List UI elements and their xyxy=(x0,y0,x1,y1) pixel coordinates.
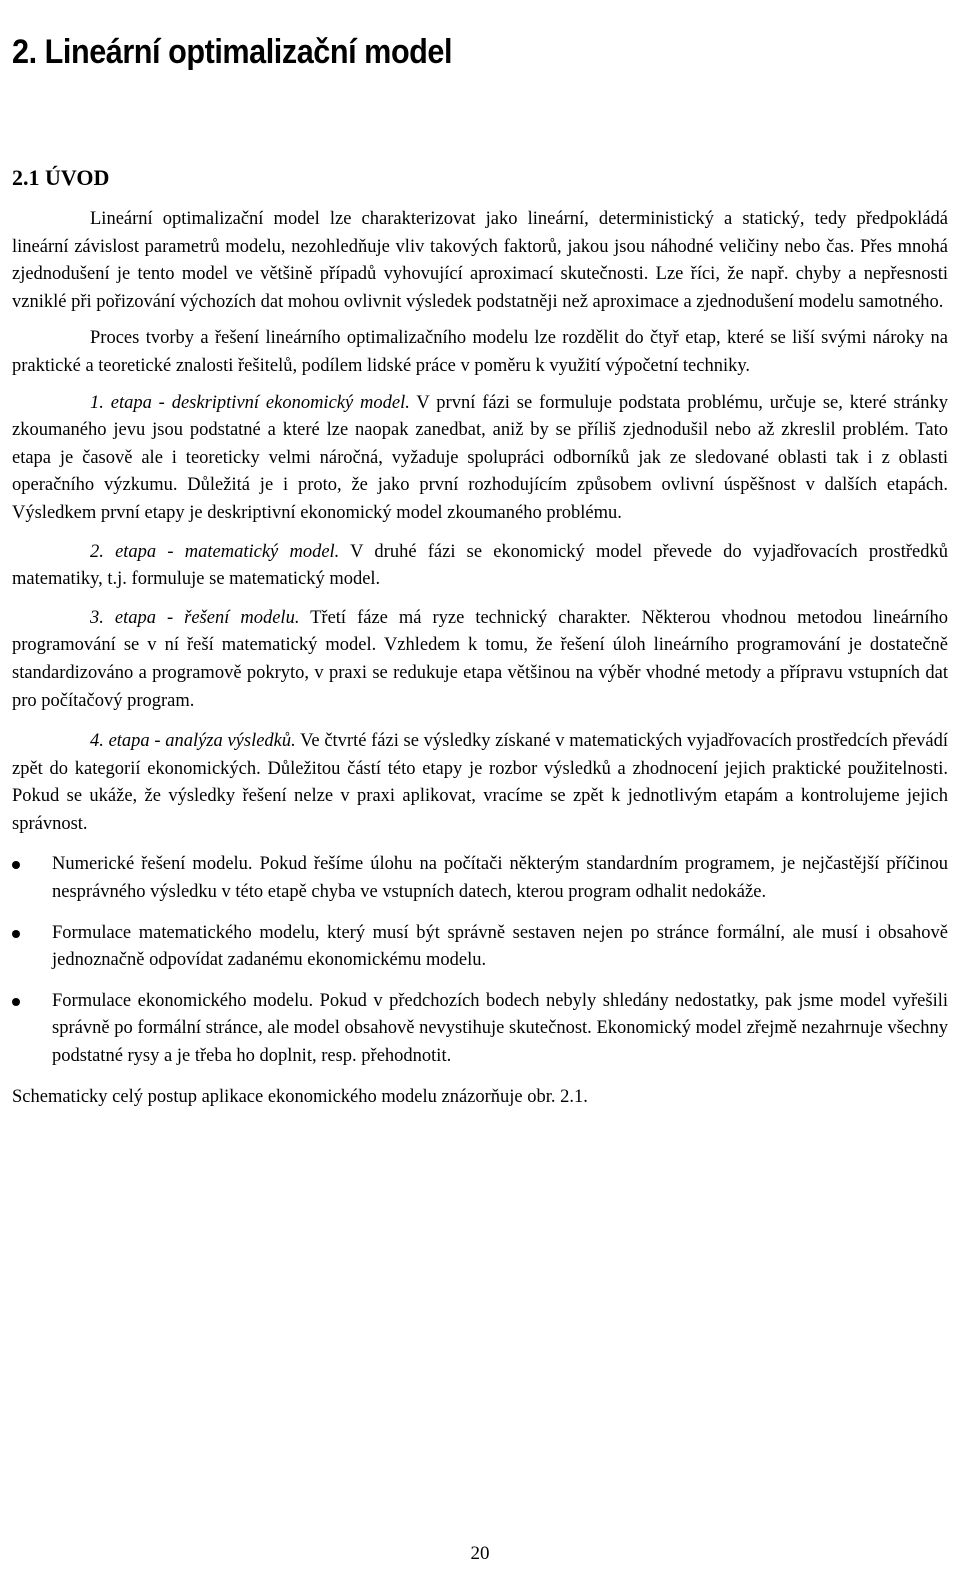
page-number: 20 xyxy=(470,1543,490,1564)
etapa-1-title: 1. etapa - deskriptivní ekonomický model. xyxy=(90,392,410,413)
bullet-list xyxy=(12,851,948,1070)
intro-paragraph: Lineární optimalizační model lze charakterizovat jako lineární, deterministický a statický, tedy předpokládá lineární závislost parametrů modelu, nezohledňuje vliv takových faktorů, jakou jsou náhodné veličiny nebo čas. Přes mnohá zjednodušení je tento model ve většině případů vyhovující aproximací skutečnosti. Lze říci, že např. chyby a nepřesnosti vzniklé při pořizování výchozích dat mohou ovlivnit výsledek podstatněji než aproximace a zjednodušení modelu samotného. xyxy=(12,209,948,312)
bullet-text: Formulace ekonomického modelu. Pokud v předchozích bodech nebyly shledány nedostatky, pak jsme model vyřešili správně po formální stránce, ale model obsahově nevystihuje skutečnost. Ekonomický model zřejmě nezahrnuje všechny podstatné rysy a je třeba ho doplnit, resp. přehodnotit. xyxy=(52,990,948,1067)
etapa-1-paragraph xyxy=(12,390,948,528)
etapa-4-paragraph xyxy=(12,728,948,838)
bullet-text: Formulace matematického modelu, který musí být správně sestaven nejen po stránce formální, ale musí i obsahově jednoznačně odpovídat zadanému ekonomickému modelu. xyxy=(52,922,948,971)
bullet-item xyxy=(12,988,948,1071)
etapa-1-text: V první fázi se formuluje podstata problému, určuje se, které stránky zkoumaného jevu jsou podstatné a které lze naopak zanedbat, aniž by se příliš zjednodušil nebo až zkreslil problém. Tato etapa je časově ale i teoreticky velmi náročná, vyžaduje spolupráci odborníků jak ze sledované oblasti tak i z oblasti operačního výzkumu. Důležitá je i proto, že jako první rozhodujícím způsobem ovlivní úspěšnost v dalších etapách. Výsledkem první etapy je deskriptivní ekonomický model zkoumaného problému. xyxy=(12,392,949,523)
process-paragraph: Proces tvorby a řešení lineárního optimalizačního modelu lze rozdělit do čtyř etap, které se liší svými nároky na praktické a teoretické znalosti řešitelů, podílem lidské práce v poměru k využití výpočetní techniky. xyxy=(12,328,948,376)
bullet-text: Numerické řešení modelu. Pokud řešíme úlohu na počítači některým standardním programem, je nejčastější příčinou nesprávného výsledku v této etapě chyba ve vstupních datech, kterou program odhalit nedokáže. xyxy=(52,854,948,903)
bullet-item xyxy=(12,920,948,975)
etapa-3-paragraph xyxy=(12,605,948,715)
chapter-title: 2. Lineární optimalizační model xyxy=(12,33,453,71)
body-text xyxy=(12,206,948,1111)
etapa-2-text: V druhé fázi se ekonomický model převede do vyjadřovacích prostředků matematiky, t.j. formuluje se matematický model. xyxy=(12,541,948,590)
bullet-item xyxy=(12,851,948,906)
bullet-dot-icon xyxy=(12,930,20,938)
section-heading: 2.1 ÚVOD xyxy=(12,165,110,190)
bullet-dot-icon xyxy=(12,998,20,1006)
etapa-2-title: 2. etapa - matematický model. xyxy=(90,541,340,562)
etapa-4-title: 4. etapa - analýza výsledků. xyxy=(90,731,296,752)
closing-paragraph: Schematicky celý postup aplikace ekonomického modelu znázorňuje obr. 2.1. xyxy=(12,1086,588,1107)
etapa-3-title: 3. etapa - řešení modelu. xyxy=(90,607,300,628)
etapa-2-paragraph xyxy=(12,539,948,594)
etapa-3-text: Třetí fáze má ryze technický charakter. Některou vhodnou metodou lineárního programování se v ní řeší matematický model. Vzhledem k tomu, že řešení úloh lineárního programování je dostatečně standardizováno a programově pokryto, v praxi se redukuje etapa většinou na výběr vhodné metody a přípravu vstupních dat pro počítačový program. xyxy=(12,607,948,711)
bullet-dot-icon xyxy=(12,861,20,869)
etapa-4-text: Ve čtvrté fázi se výsledky získané v matematických vyjadřovacích prostředcích převádí zpět do kategorií ekonomických. Důležitou částí této etapy je rozbor výsledků a zhodnocení jejich praktické použitelnosti. Pokud se ukáže, že výsledky řešení nelze v praxi aplikovat, vracíme se zpět k jednotlivým etapám a kontrolujeme jejich správnost. xyxy=(12,731,949,834)
